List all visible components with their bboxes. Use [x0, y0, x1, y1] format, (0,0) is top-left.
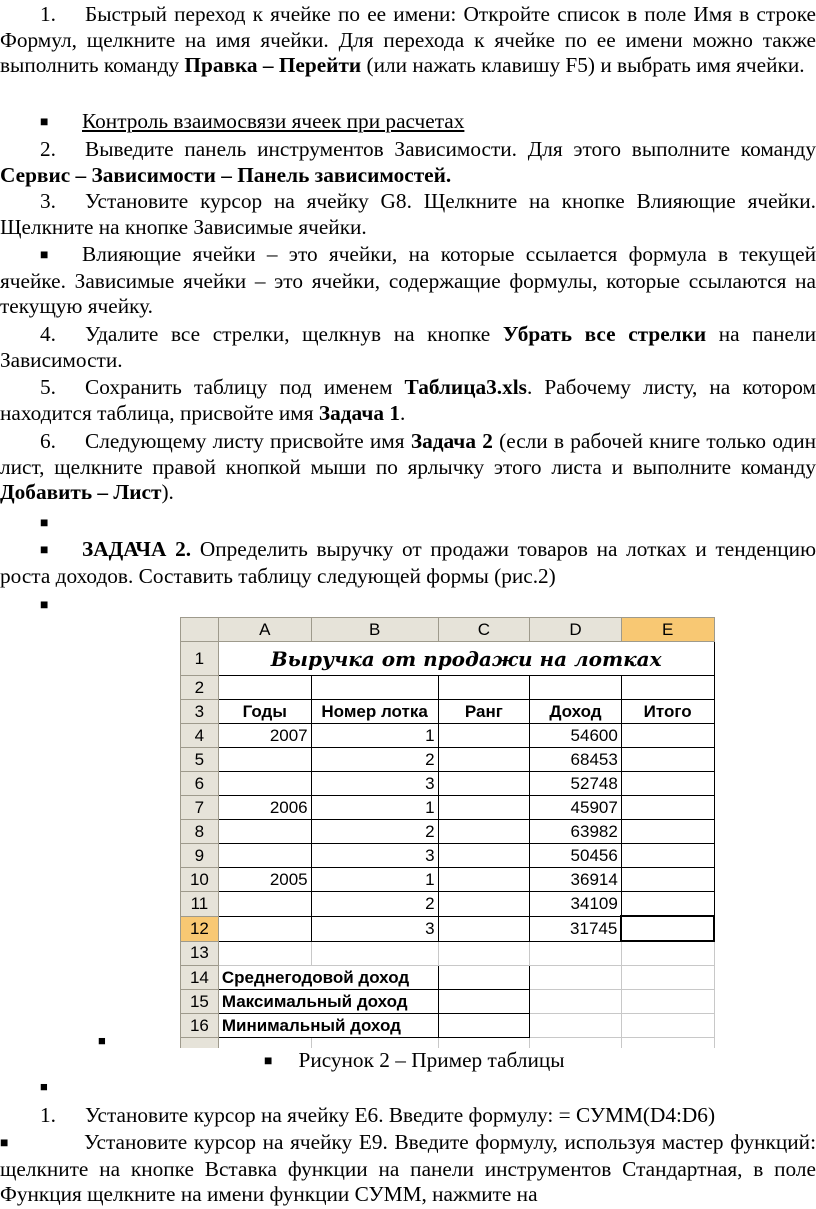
- row-header: 9: [181, 844, 219, 868]
- cell-total: [621, 748, 714, 772]
- figure-caption: ■ Рисунок 2 – Пример таблицы: [264, 1048, 565, 1072]
- row-header: 11: [181, 892, 219, 917]
- column-header-a: A: [218, 618, 311, 642]
- paragraph-6: 6. Следующему листу присвойте имя Задача 2 (если в рабочей книге только один лист, щелкните правой кнопкой мыши по ярлычку этого листа и выполните команду Добавить – Лист).: [0, 429, 816, 504]
- cell-lot: 3: [311, 772, 438, 796]
- sheet-row-17: [181, 1038, 715, 1049]
- summary-row: [181, 966, 715, 990]
- summary-value: [438, 1014, 530, 1038]
- header-years: Годы: [218, 700, 311, 724]
- row-header: 1: [181, 642, 219, 676]
- empty-bullet: [0, 592, 816, 619]
- table-title-cell: Выручка от продажи на лотках: [218, 642, 714, 676]
- cell-lot: 3: [311, 844, 438, 868]
- header-total: Итого: [621, 700, 714, 724]
- cell-lot: 2: [311, 892, 438, 917]
- row-header: 2: [181, 676, 219, 700]
- table-row: [181, 724, 715, 748]
- cell-income: 36914: [530, 868, 622, 892]
- cell-total: [621, 844, 714, 868]
- cell-income: 50456: [530, 844, 622, 868]
- paragraph-5: 5. Сохранить таблицу под именем Таблица3.xls. Рабочему листу, на котором находится таблица, присвойте имя Задача 1.: [0, 375, 816, 425]
- sheet-row-1: [181, 642, 715, 676]
- spreadsheet-figure: [180, 617, 715, 1048]
- row-header: 6: [181, 772, 219, 796]
- summary-row: [181, 1014, 715, 1038]
- paragraph-3: 3. Установите курсор на ячейку G8. Щелкните на кнопке Влияющие ячейки. Щелкните на кнопке Зависимые ячейки.: [0, 189, 816, 239]
- cell-total: [621, 892, 714, 917]
- cell-income: 31745: [530, 916, 622, 941]
- sheet-row-2: [181, 676, 715, 700]
- cell-rank: [438, 820, 530, 844]
- cell-total: [621, 868, 714, 892]
- column-header-c: C: [438, 618, 530, 642]
- row-header: 4: [181, 724, 219, 748]
- cell-year: [218, 820, 311, 844]
- cell-rank: [438, 724, 530, 748]
- cell-rank: [438, 772, 530, 796]
- bullet-icon: ■: [40, 516, 49, 531]
- row-header: 12: [181, 916, 219, 941]
- bullet-task-2: ■ ЗАДАЧА 2. Определить выручку от продажи товаров на лотках и тенденцию роста доходов. Составить таблицу следующей формы (рис.2): [0, 537, 816, 588]
- cell-rank: [438, 892, 530, 917]
- paragraph-2: 2. Выведите панель инструментов Зависимости. Для этого выполните команду Сервис – Зависимости – Панель зависимостей.: [0, 137, 816, 187]
- cell-rank: [438, 844, 530, 868]
- paragraph-4: 4. Удалите все стрелки, щелкнув на кнопке Убрать все стрелки на панели Зависимости.: [0, 322, 816, 372]
- cell-lot: 2: [311, 748, 438, 772]
- summary-label: Минимальный доход: [218, 1014, 438, 1038]
- cell-total: [621, 724, 714, 748]
- cell-rank: [438, 868, 530, 892]
- cell-income: 34109: [530, 892, 622, 917]
- bullet-icon: ■: [40, 543, 49, 558]
- summary-value: [438, 990, 530, 1014]
- summary-label: Максимальный доход: [218, 990, 438, 1014]
- column-header-e: E: [621, 618, 714, 642]
- cell-lot: 3: [311, 916, 438, 941]
- cell-income: 45907: [530, 796, 622, 820]
- cell-rank: [438, 796, 530, 820]
- column-header-row: [181, 618, 715, 642]
- table-row: [181, 868, 715, 892]
- bullet-paragraph-function-wizard: ■ Установите курсор на ячейку Е9. Введите формулу, используя мастер функций: щелкните на кнопке Вставка функции на панели инструментов Стандартная, в поле Функция щелкните на имени функции СУММ, нажмите на: [0, 1130, 816, 1206]
- summary-label: Среднегодовой доход: [218, 966, 438, 990]
- cell-year: [218, 772, 311, 796]
- corner-cell: [181, 618, 219, 642]
- spreadsheet-table: [180, 617, 715, 1048]
- cell-year: [218, 844, 311, 868]
- cell-lot: 2: [311, 820, 438, 844]
- row-header: 8: [181, 820, 219, 844]
- table-row: [181, 820, 715, 844]
- bullet-icon: ■: [40, 115, 49, 130]
- bullet-icon: ■: [40, 598, 49, 613]
- bullet-icon: ■: [40, 248, 49, 263]
- empty-bullet: [0, 510, 816, 537]
- column-header-b: B: [311, 618, 438, 642]
- cell-income: 63982: [530, 820, 622, 844]
- table-row: [181, 796, 715, 820]
- cell-lot: 1: [311, 724, 438, 748]
- cell-year: 2007: [218, 724, 311, 748]
- cell-rank: [438, 748, 530, 772]
- sheet-row-13: [181, 941, 715, 966]
- table-row: [181, 844, 715, 868]
- cell-lot: 1: [311, 796, 438, 820]
- row-header: 14: [181, 966, 219, 990]
- row-header: 13: [181, 941, 219, 966]
- cell-lot: 1: [311, 868, 438, 892]
- table-row: [181, 748, 715, 772]
- header-lot-number: Номер лотка: [311, 700, 438, 724]
- row-header: 10: [181, 868, 219, 892]
- cell-total: [621, 820, 714, 844]
- cell-rank: [438, 916, 530, 941]
- bullet-icon: ■: [264, 1054, 273, 1069]
- bullet-heading-dependencies: ■ Контроль взаимосвязи ячеек при расчетах: [0, 109, 816, 136]
- column-header-d: D: [530, 618, 622, 642]
- cell-total: [621, 772, 714, 796]
- header-rank: Ранг: [438, 700, 530, 724]
- cell-year: [218, 916, 311, 941]
- cell-income: 54600: [530, 724, 622, 748]
- summary-value: [438, 966, 530, 990]
- header-income: Доход: [530, 700, 622, 724]
- paragraph-1: 1. Быстрый переход к ячейке по ее имени: Откройте список в поле Имя в строке Формул, щелкните на имя ячейки. Для перехода к ячейке по ее имени можно также выполнить команду Правка – Перейти (или нажать клавишу F5) и выбрать имя ячейки.: [0, 2, 816, 77]
- cell-year: [218, 748, 311, 772]
- summary-row: [181, 990, 715, 1014]
- bullet-icon: ■: [0, 1136, 9, 1151]
- sheet-row-3: [181, 700, 715, 724]
- table-row: [181, 772, 715, 796]
- bullet-paragraph-definitions: ■ Влияющие ячейки – это ячейки, на которые ссылается формула в текущей ячейке. Зависимые ячейки – это ячейки, содержащие формулы, которые ссылаются на текущую ячейку.: [0, 242, 816, 318]
- table-row: [181, 892, 715, 917]
- bullet-icon: ■: [40, 1079, 48, 1094]
- cell-income: 68453: [530, 748, 622, 772]
- row-header: 5: [181, 748, 219, 772]
- row-header: 3: [181, 700, 219, 724]
- row-header: 15: [181, 990, 219, 1014]
- cell-year: 2006: [218, 796, 311, 820]
- paragraph-7: 1. Установите курсор на ячейку Е6. Введите формулу: = СУММ(D4:D6): [40, 1103, 716, 1127]
- row-header: 16: [181, 1014, 219, 1038]
- bullet-icon: ■: [98, 1033, 106, 1048]
- cell-year: 2005: [218, 868, 311, 892]
- row-header: 7: [181, 796, 219, 820]
- table-row: [181, 916, 715, 941]
- row-header: [181, 1038, 219, 1049]
- cell-year: [218, 892, 311, 917]
- cell-income: 52748: [530, 772, 622, 796]
- active-cell[interactable]: [621, 916, 714, 941]
- cell-total: [621, 796, 714, 820]
